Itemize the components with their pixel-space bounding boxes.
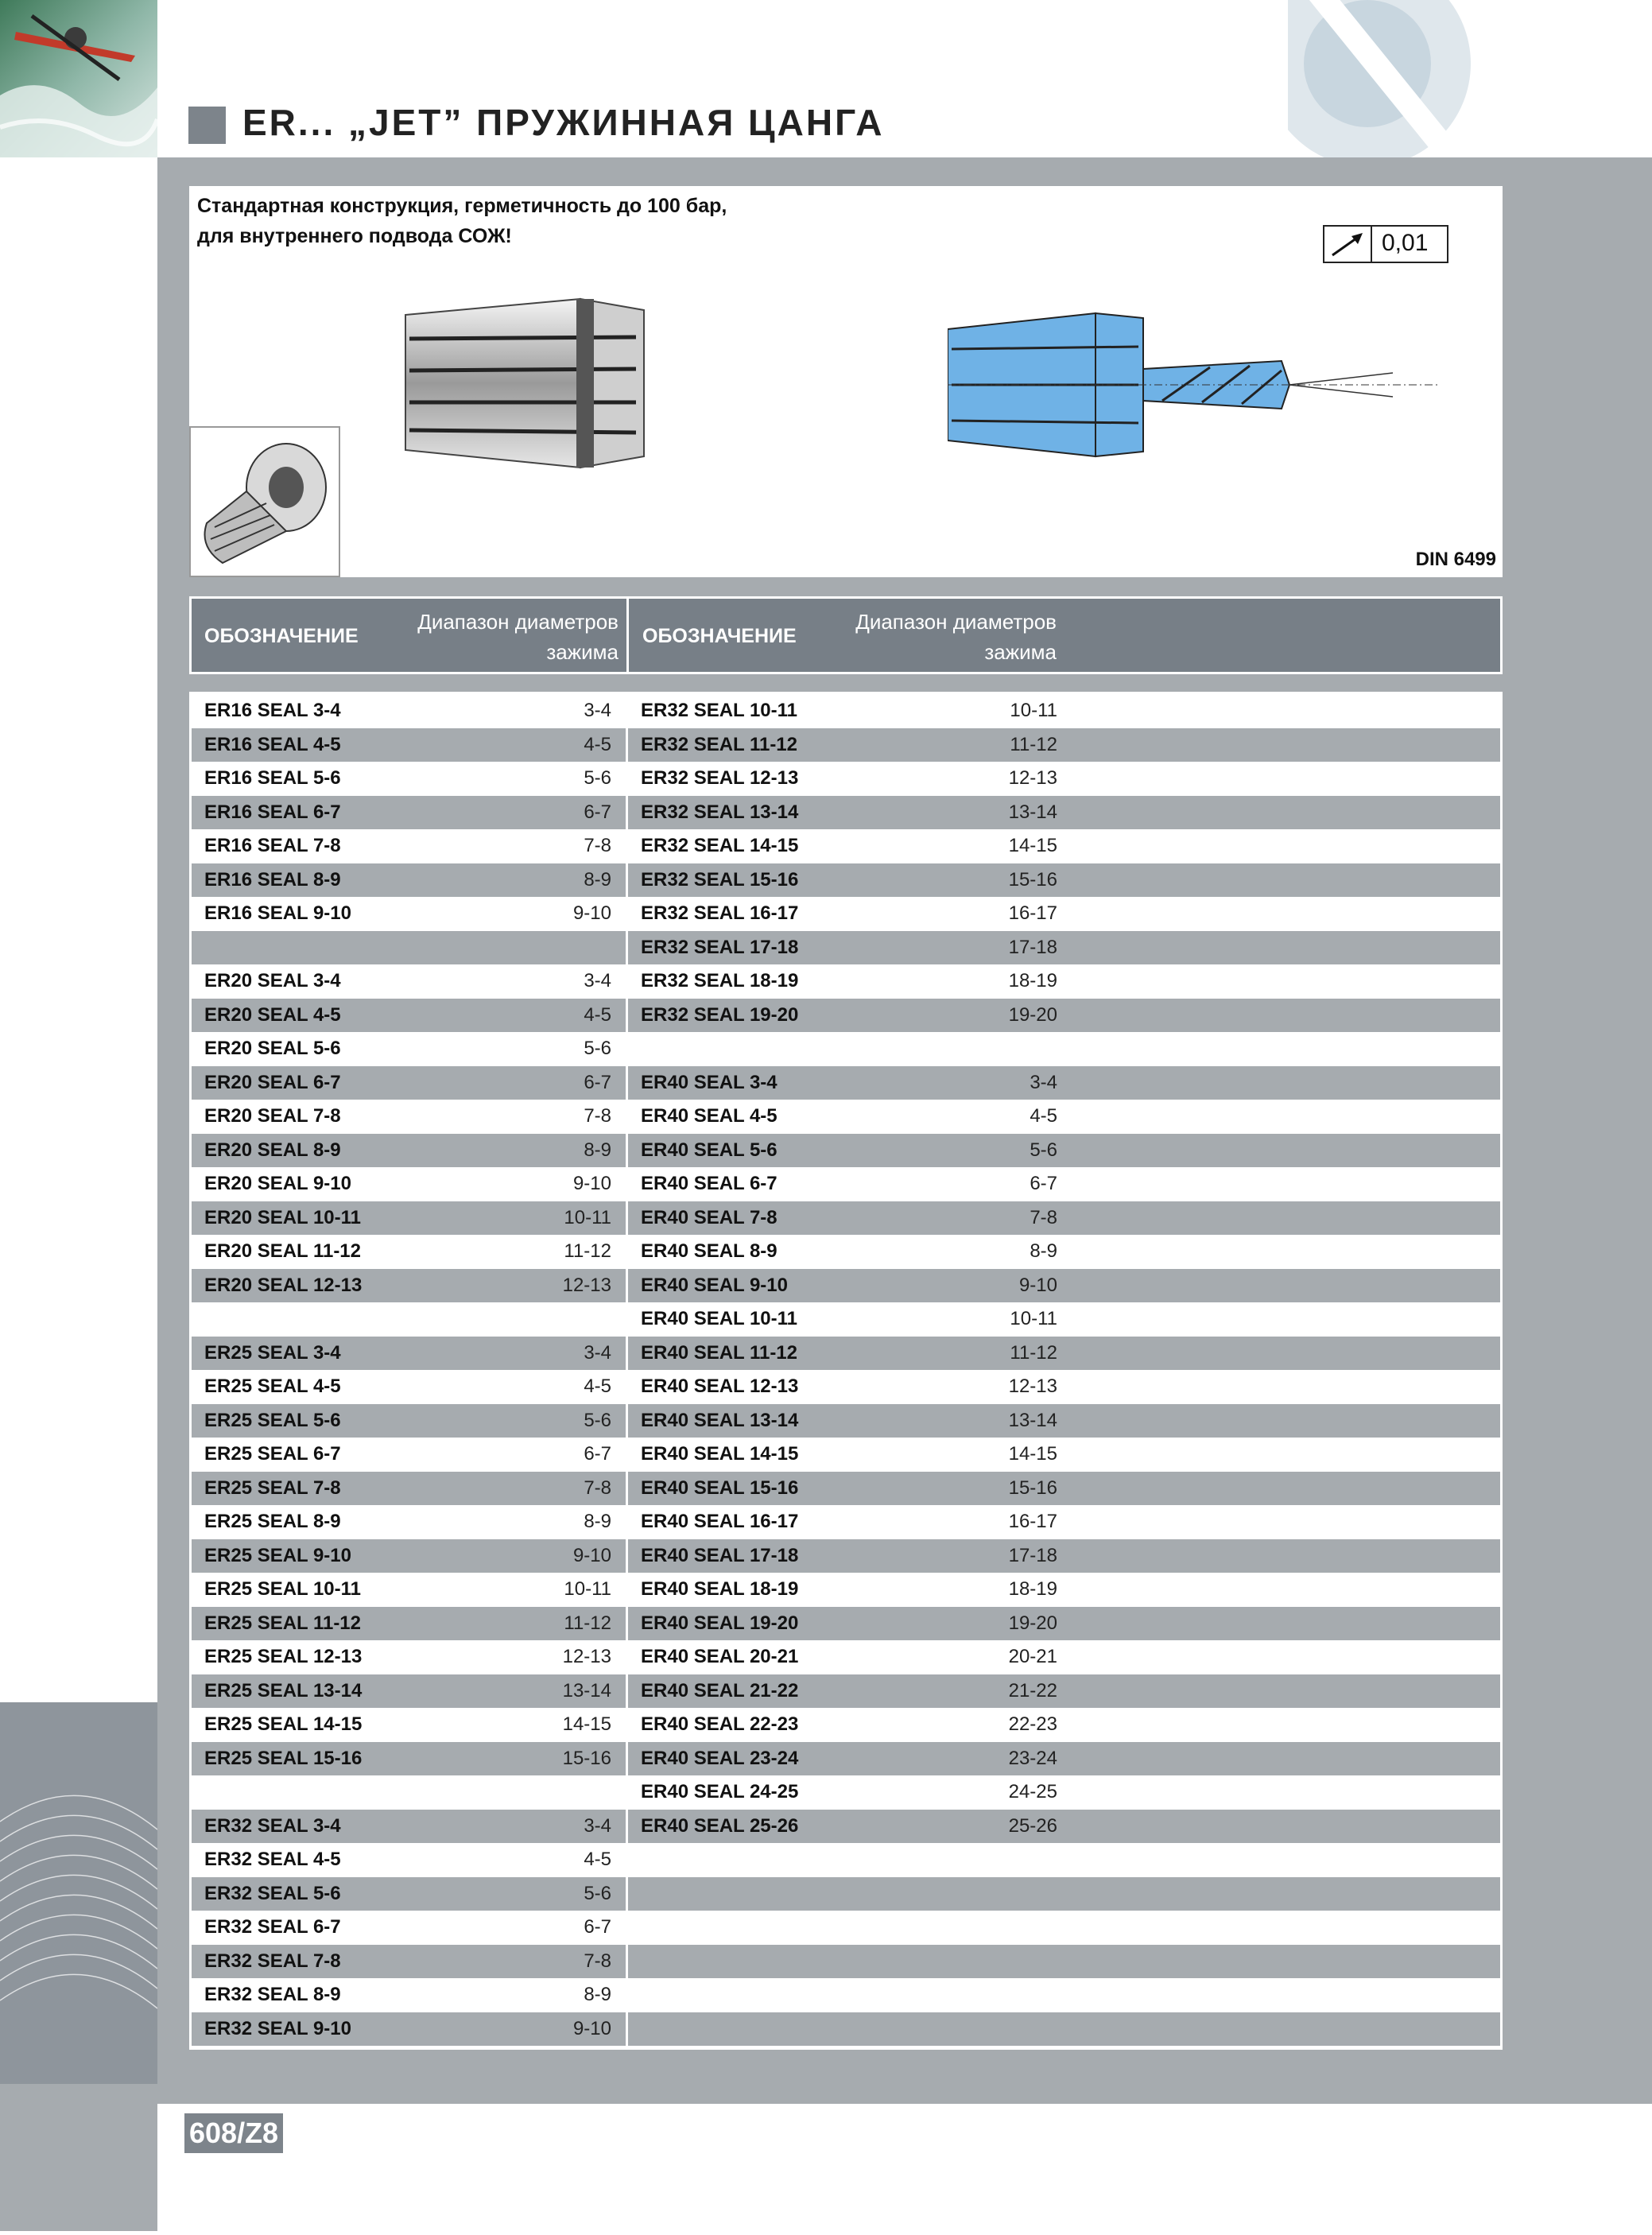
table-row [192, 829, 626, 863]
header-separator [626, 599, 629, 672]
table-row [192, 999, 626, 1033]
collet-drill-schematic [948, 305, 1437, 464]
table-row [628, 1573, 1500, 1607]
table-row [628, 829, 1500, 863]
range-cell: 8-9 [584, 1139, 611, 1161]
table-row [628, 1742, 1500, 1776]
table-row [628, 1775, 1500, 1810]
designation-cell: ER32 SEAL 9-10 [204, 2017, 351, 2039]
designation-cell: ER40 SEAL 19-20 [641, 1612, 799, 1634]
range-cell: 5-6 [584, 1038, 611, 1059]
table-row [628, 1877, 1500, 1911]
range-cell: 17-18 [1008, 1544, 1057, 1566]
table-row [192, 1911, 626, 1945]
designation-cell: ER40 SEAL 6-7 [641, 1173, 778, 1194]
table-row [192, 1674, 626, 1709]
table-row [628, 1640, 1500, 1674]
table-row [628, 1810, 1500, 1844]
designation-cell: ER40 SEAL 10-11 [641, 1308, 798, 1329]
range-cell: 13-14 [1008, 1409, 1057, 1431]
range-cell: 3-4 [584, 1814, 611, 1837]
range-cell: 17-18 [1008, 936, 1057, 958]
designation-cell: ER20 SEAL 3-4 [204, 970, 341, 991]
designation-cell: ER40 SEAL 21-22 [641, 1679, 799, 1701]
table-row [628, 694, 1500, 728]
designation-cell: ER25 SEAL 11-12 [204, 1612, 362, 1634]
range-cell: 9-10 [572, 1173, 611, 1194]
col2-range-header-line2: зажима [984, 640, 1057, 664]
designation-cell: ER32 SEAL 7-8 [204, 1950, 341, 1972]
range-cell: 3-4 [1030, 1071, 1057, 1093]
table-row [192, 863, 626, 898]
range-cell: 22-23 [1008, 1713, 1057, 1735]
table-row [628, 796, 1500, 830]
range-cell: 7-8 [584, 835, 611, 856]
designation-cell: ER32 SEAL 13-14 [641, 801, 799, 823]
designation-cell: ER16 SEAL 8-9 [204, 868, 341, 891]
table-row [192, 1945, 626, 1979]
designation-cell: ER20 SEAL 4-5 [204, 1003, 341, 1026]
designation-cell: ER20 SEAL 7-8 [204, 1105, 341, 1127]
designation-cell: ER25 SEAL 6-7 [204, 1443, 341, 1465]
range-cell: 14-15 [1008, 835, 1057, 856]
range-cell: 7-8 [1030, 1206, 1057, 1228]
designation-cell: ER20 SEAL 8-9 [204, 1139, 341, 1161]
table-row [192, 1978, 626, 2012]
designation-cell: ER32 SEAL 18-19 [641, 970, 799, 991]
designation-cell: ER40 SEAL 23-24 [641, 1747, 799, 1769]
table-row [628, 1843, 1500, 1877]
designation-cell: ER40 SEAL 5-6 [641, 1139, 778, 1161]
designation-cell: ER25 SEAL 12-13 [204, 1646, 363, 1667]
range-cell: 11-12 [564, 1612, 611, 1634]
col1-designation-header: ОБОЗНАЧЕНИЕ [204, 625, 359, 647]
designation-cell: ER20 SEAL 10-11 [204, 1206, 362, 1228]
table-row [628, 1100, 1500, 1134]
range-cell: 12-13 [1008, 1376, 1057, 1397]
table-row [192, 1573, 626, 1607]
range-cell: 3-4 [584, 1341, 611, 1364]
col1-range-header [417, 607, 619, 667]
designation-cell: ER20 SEAL 9-10 [204, 1173, 351, 1194]
range-cell: 6-7 [584, 1443, 611, 1465]
runout-arrow-icon [1324, 227, 1372, 262]
range-cell: 10-11 [1010, 1308, 1057, 1329]
table-row [628, 1167, 1500, 1201]
table-row [628, 1607, 1500, 1641]
collet-iso-image [189, 426, 340, 577]
table-row [628, 1539, 1500, 1573]
designation-cell: ER16 SEAL 4-5 [204, 733, 341, 755]
table-row [192, 1404, 626, 1438]
designation-cell: ER16 SEAL 6-7 [204, 801, 341, 823]
table-row [192, 1742, 626, 1776]
range-cell: 6-7 [584, 801, 611, 823]
table-row [192, 1337, 626, 1371]
col2-range-header [855, 607, 1057, 667]
range-cell: 5-6 [584, 767, 611, 789]
range-cell: 16-17 [1008, 1511, 1057, 1532]
din-standard-label: DIN 6499 [1415, 549, 1496, 570]
table-left-column [192, 694, 626, 2047]
table-row [192, 2012, 626, 2047]
table-row [628, 1201, 1500, 1236]
range-cell: 9-10 [572, 2017, 611, 2039]
range-cell: 15-16 [562, 1747, 611, 1769]
table-row [192, 1775, 626, 1810]
designation-cell: ER16 SEAL 9-10 [204, 902, 351, 924]
table-row [192, 1505, 626, 1539]
table-row [192, 1100, 626, 1134]
table-row [628, 1337, 1500, 1371]
table-row [628, 1134, 1500, 1168]
table-row [628, 1911, 1500, 1945]
designation-cell: ER40 SEAL 3-4 [641, 1071, 778, 1093]
table-row [628, 931, 1500, 965]
designation-cell: ER20 SEAL 5-6 [204, 1038, 341, 1059]
decorative-waves [0, 1702, 157, 2231]
range-cell: 20-21 [1008, 1646, 1057, 1667]
designation-cell: ER25 SEAL 14-15 [204, 1713, 363, 1735]
range-cell: 12-13 [1008, 767, 1057, 789]
range-cell: 4-5 [1030, 1105, 1057, 1127]
range-cell: 8-9 [584, 1511, 611, 1532]
table-row [192, 1032, 626, 1066]
designation-cell: ER25 SEAL 5-6 [204, 1409, 341, 1431]
table-row [192, 1235, 626, 1269]
table-row [192, 897, 626, 931]
range-cell: 12-13 [562, 1274, 611, 1296]
designation-cell: ER25 SEAL 4-5 [204, 1376, 341, 1397]
page-number: 608/Z8 [184, 2113, 283, 2153]
range-cell: 12-13 [562, 1646, 611, 1667]
table-row [192, 728, 626, 762]
designation-cell: ER32 SEAL 5-6 [204, 1882, 341, 1904]
runout-tolerance [1323, 225, 1448, 263]
table-row [192, 1438, 626, 1472]
designation-cell: ER16 SEAL 5-6 [204, 767, 341, 789]
runout-value: 0,01 [1382, 230, 1429, 256]
designation-cell: ER40 SEAL 15-16 [641, 1476, 799, 1499]
designation-cell: ER32 SEAL 11-12 [641, 733, 798, 755]
range-cell: 6-7 [584, 1071, 611, 1093]
table-row [192, 1066, 626, 1100]
designation-cell: ER16 SEAL 7-8 [204, 835, 341, 856]
table-row [192, 1134, 626, 1168]
range-cell: 15-16 [1008, 1476, 1057, 1499]
table-row [628, 897, 1500, 931]
table-row [628, 1066, 1500, 1100]
designation-cell: ER40 SEAL 17-18 [641, 1544, 799, 1566]
collet-photo [397, 291, 660, 475]
product-info-box [189, 186, 1503, 577]
table-row [192, 964, 626, 999]
designation-cell: ER32 SEAL 17-18 [641, 936, 799, 958]
designation-cell: ER25 SEAL 15-16 [204, 1747, 363, 1769]
table-row [628, 1674, 1500, 1709]
table-row [628, 1505, 1500, 1539]
table-row [628, 1370, 1500, 1404]
table-row [628, 1269, 1500, 1303]
range-cell: 16-17 [1008, 902, 1057, 924]
table-row [192, 1167, 626, 1201]
range-cell: 24-25 [1008, 1781, 1057, 1802]
table-row [628, 1945, 1500, 1979]
designation-cell: ER40 SEAL 24-25 [641, 1781, 799, 1802]
collet-table [189, 692, 1503, 2050]
range-cell: 7-8 [584, 1950, 611, 1972]
designation-cell: ER40 SEAL 18-19 [641, 1578, 799, 1600]
col1-range-header-line2: зажима [546, 640, 619, 664]
table-row [628, 863, 1500, 898]
table-row [192, 931, 626, 965]
table-row [192, 694, 626, 728]
range-cell: 25-26 [1008, 1814, 1057, 1837]
designation-cell: ER40 SEAL 16-17 [641, 1511, 799, 1532]
designation-cell: ER32 SEAL 12-13 [641, 767, 799, 789]
designation-cell: ER25 SEAL 7-8 [204, 1476, 341, 1499]
designation-cell: ER32 SEAL 10-11 [641, 700, 798, 721]
designation-cell: ER32 SEAL 6-7 [204, 1916, 341, 1938]
designation-cell: ER25 SEAL 3-4 [204, 1341, 341, 1364]
range-cell: 14-15 [1008, 1443, 1057, 1465]
range-cell: 6-7 [584, 1916, 611, 1938]
table-row [628, 1404, 1500, 1438]
designation-cell: ER40 SEAL 7-8 [641, 1206, 778, 1228]
range-cell: 8-9 [584, 868, 611, 891]
range-cell: 11-12 [1010, 1341, 1057, 1364]
range-cell: 3-4 [584, 970, 611, 991]
product-description: Стандартная конструкция, герметичность до 100 бар, для внутреннего подвода СОЖ! [197, 195, 727, 247]
table-row [192, 1539, 626, 1573]
designation-cell: ER32 SEAL 8-9 [204, 1984, 341, 2005]
table-row [628, 1235, 1500, 1269]
table-row [628, 1302, 1500, 1337]
table-right-column [628, 694, 1500, 2047]
range-cell: 7-8 [584, 1105, 611, 1127]
table-row [192, 1269, 626, 1303]
designation-cell: ER32 SEAL 16-17 [641, 902, 799, 924]
table-row [628, 2012, 1500, 2047]
designation-cell: ER25 SEAL 10-11 [204, 1578, 362, 1600]
table-row [628, 762, 1500, 796]
table-row [192, 1302, 626, 1337]
table-row [628, 1472, 1500, 1506]
designation-cell: ER32 SEAL 15-16 [641, 868, 799, 891]
table-row [628, 1708, 1500, 1742]
designation-cell: ER32 SEAL 3-4 [204, 1814, 341, 1837]
designation-cell: ER40 SEAL 11-12 [641, 1341, 798, 1364]
range-cell: 19-20 [1008, 1003, 1057, 1026]
range-cell: 5-6 [1030, 1139, 1057, 1161]
range-cell: 13-14 [1008, 801, 1057, 823]
designation-cell: ER20 SEAL 11-12 [204, 1240, 362, 1262]
designation-cell: ER40 SEAL 13-14 [641, 1409, 799, 1431]
kayak-photo [0, 0, 157, 157]
table-row [192, 796, 626, 830]
range-cell: 13-14 [562, 1679, 611, 1701]
table-row [192, 1810, 626, 1844]
table-row [628, 1032, 1500, 1066]
table-row [192, 762, 626, 796]
title-marker [188, 107, 226, 144]
range-cell: 4-5 [584, 1376, 611, 1397]
table-row [192, 1708, 626, 1742]
range-cell: 4-5 [584, 1003, 611, 1026]
range-cell: 5-6 [584, 1409, 611, 1431]
range-cell: 4-5 [584, 733, 611, 755]
table-row [628, 1438, 1500, 1472]
range-cell: 19-20 [1008, 1612, 1057, 1634]
designation-cell: ER40 SEAL 22-23 [641, 1713, 799, 1735]
range-cell: 6-7 [1030, 1173, 1057, 1194]
col2-range-header-line1: Диапазон диаметров [855, 610, 1057, 634]
designation-cell: ER25 SEAL 8-9 [204, 1511, 341, 1532]
designation-cell: ER40 SEAL 25-26 [641, 1814, 799, 1837]
range-cell: 4-5 [584, 1849, 611, 1870]
designation-cell: ER32 SEAL 14-15 [641, 835, 799, 856]
designation-cell: ER32 SEAL 4-5 [204, 1849, 341, 1870]
table-row [192, 1370, 626, 1404]
table-header [189, 596, 1503, 674]
range-cell: 3-4 [584, 700, 611, 721]
designation-cell: ER25 SEAL 9-10 [204, 1544, 351, 1566]
table-row [628, 728, 1500, 762]
col1-range-header-line1: Диапазон диаметров [417, 610, 619, 634]
range-cell: 9-10 [572, 902, 611, 924]
range-cell: 10-11 [564, 1578, 611, 1600]
designation-cell: ER40 SEAL 4-5 [641, 1105, 778, 1127]
designation-cell: ER25 SEAL 13-14 [204, 1679, 363, 1701]
range-cell: 18-19 [1008, 1578, 1057, 1600]
range-cell: 10-11 [1010, 700, 1057, 721]
table-row [192, 1607, 626, 1641]
designation-cell: ER16 SEAL 3-4 [204, 700, 341, 721]
table-row [192, 1843, 626, 1877]
table-row [192, 1201, 626, 1236]
range-cell: 23-24 [1008, 1747, 1057, 1769]
table-row [192, 1640, 626, 1674]
table-row [628, 964, 1500, 999]
designation-cell: ER40 SEAL 12-13 [641, 1376, 799, 1397]
page-title: ER... „JET” ПРУЖИННАЯ ЦАНГА [242, 102, 885, 143]
decorative-circles [1288, 0, 1652, 157]
range-cell: 10-11 [564, 1206, 611, 1228]
range-cell: 15-16 [1008, 868, 1057, 891]
range-cell: 9-10 [1018, 1274, 1057, 1296]
table-row [192, 1877, 626, 1911]
designation-cell: ER40 SEAL 9-10 [641, 1274, 788, 1296]
designation-cell: ER40 SEAL 20-21 [641, 1646, 799, 1667]
range-cell: 11-12 [564, 1240, 611, 1262]
table-row [628, 999, 1500, 1033]
range-cell: 9-10 [572, 1544, 611, 1566]
designation-cell: ER20 SEAL 6-7 [204, 1071, 341, 1093]
table-row [628, 1978, 1500, 2012]
range-cell: 11-12 [1010, 733, 1057, 755]
designation-cell: ER40 SEAL 8-9 [641, 1240, 778, 1262]
range-cell: 21-22 [1008, 1679, 1057, 1701]
col2-designation-header: ОБОЗНАЧЕНИЕ [642, 625, 797, 647]
range-cell: 8-9 [584, 1984, 611, 2005]
designation-cell: ER20 SEAL 12-13 [204, 1274, 363, 1296]
range-cell: 18-19 [1008, 970, 1057, 991]
range-cell: 8-9 [1030, 1240, 1057, 1262]
table-row [192, 1472, 626, 1506]
designation-cell: ER40 SEAL 14-15 [641, 1443, 799, 1465]
range-cell: 5-6 [584, 1882, 611, 1904]
range-cell: 7-8 [584, 1476, 611, 1499]
designation-cell: ER32 SEAL 19-20 [641, 1003, 799, 1026]
range-cell: 14-15 [562, 1713, 611, 1735]
